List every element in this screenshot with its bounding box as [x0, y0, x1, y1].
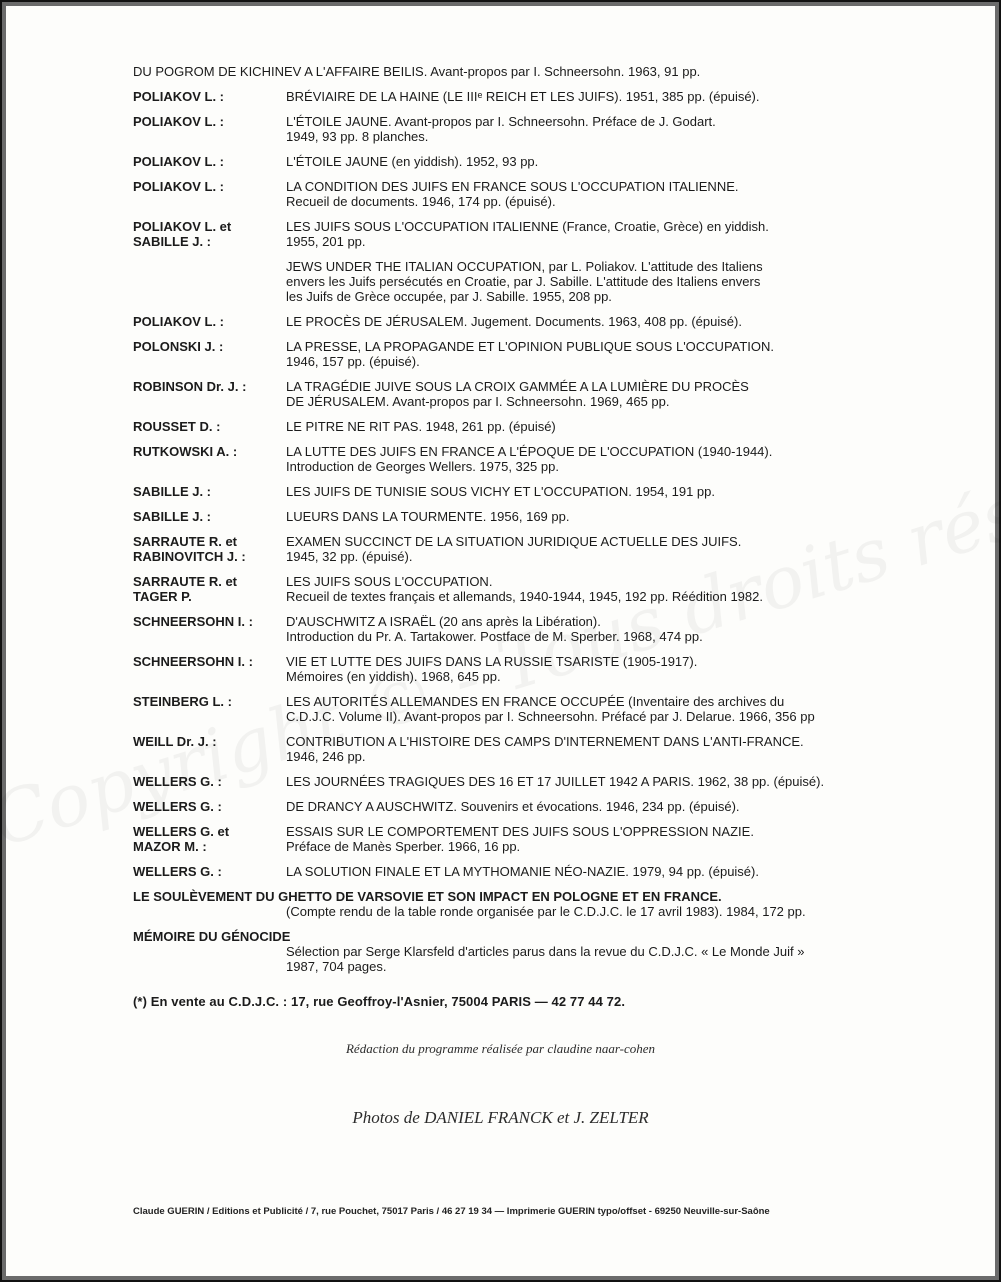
entry-row — [133, 774, 895, 789]
entry-works — [286, 179, 895, 209]
entry-work: DE DRANCY A AUSCHWITZ. Souvenirs et évocations. 1946, 234 pp. (épuisé). — [286, 799, 740, 814]
entry-work: BRÉVIAIRE DE LA HAINE (LE IIIᵉ REICH ET LES JUIFS). 1951, 385 pp. (épuisé). — [286, 89, 760, 104]
entry-author: POLIAKOV L. : — [133, 179, 224, 194]
entry-work: EXAMEN SUCCINCT DE LA SITUATION JURIDIQUE ACTUELLE DES JUIFS. 1945, 32 pp. (épuisé). — [286, 534, 742, 564]
entry-row — [133, 864, 895, 879]
printer-footer: Claude GUERIN / Editions et Publicité / 7, rue Pouchet, 75017 Paris / 46 27 19 34 — Imprimerie GUERIN typo/offset - 69250 Neuville-sur-Saône — [133, 1206, 770, 1217]
entry-work: ESSAIS SUR LE COMPORTEMENT DES JUIFS SOUS L'OPPRESSION NAZIE. Préface de Manès Sperber. 1966, 16 pp. — [286, 824, 754, 854]
sale-notice: (*) En vente au C.D.J.C. : 17, rue Geoffroy-l'Asnier, 75004 PARIS — 42 77 44 72. — [133, 994, 626, 1009]
entry-author: WELLERS G. : — [133, 864, 222, 879]
entry-author: POLIAKOV L. : — [133, 114, 224, 129]
entry-works — [286, 614, 895, 644]
entry-works — [286, 114, 895, 144]
entry-work: LA CONDITION DES JUIFS EN FRANCE SOUS L'OCCUPATION ITALIENNE. Recueil de documents. 1946, 174 pp. (épuisé). — [286, 179, 739, 209]
entry-works — [286, 509, 895, 524]
entry-author: SABILLE J. : — [133, 484, 212, 499]
entry-row — [133, 419, 895, 434]
entry-row — [133, 114, 895, 144]
entry-author: WELLERS G. : — [133, 799, 222, 814]
entry-work: L'ÉTOILE JAUNE (en yiddish). 1952, 93 pp. — [286, 154, 539, 169]
entry-author: SABILLE J. : — [133, 509, 212, 524]
entry-author: STEINBERG L. : — [133, 694, 232, 709]
entry-work: VIE ET LUTTE DES JUIFS DANS LA RUSSIE TSARISTE (1905-1917). Mémoires (en yiddish). 1968, 645 pp. — [286, 654, 698, 684]
entry-work: LE PROCÈS DE JÉRUSALEM. Jugement. Documents. 1963, 408 pp. (épuisé). — [286, 314, 742, 329]
entry-works — [286, 824, 895, 854]
entry-work: D'AUSCHWITZ A ISRAËL (20 ans après la Libération). Introduction du Pr. A. Tartakower. Postface de M. Sperber. 1968, 474 pp. — [286, 614, 703, 644]
entry-row — [133, 219, 895, 304]
entry-row — [133, 694, 895, 724]
special-block — [133, 929, 895, 974]
entry-work: LES JOURNÉES TRAGIQUES DES 16 ET 17 JUILLET 1942 A PARIS. 1962, 38 pp. (épuisé). — [286, 774, 825, 789]
entry-author: SCHNEERSOHN I. : — [133, 614, 253, 629]
block-list — [133, 889, 895, 974]
entry-author: RUTKOWSKI A. : — [133, 444, 238, 459]
entry-works — [286, 444, 895, 474]
entry-author: WEILL Dr. J. : — [133, 734, 217, 749]
credit-redaction: Rédaction du programme réalisée par claudine naar-cohen — [345, 1041, 656, 1056]
entry-works — [286, 89, 895, 104]
entry-row — [133, 654, 895, 684]
entry-works — [286, 314, 895, 329]
entry-work: LA LUTTE DES JUIFS EN FRANCE A L'ÉPOQUE DE L'OCCUPATION (1940-1944). Introduction de Georges Wellers. 1975, 325 pp. — [286, 444, 773, 474]
entry-row — [133, 534, 895, 564]
entry-works — [286, 339, 895, 369]
entry-author: POLONSKI J. : — [133, 339, 224, 354]
entry-row — [133, 484, 895, 499]
entry-row — [133, 509, 895, 524]
entry-row — [133, 734, 895, 764]
entry-works — [286, 774, 895, 789]
entry-row — [133, 444, 895, 474]
entry-work: LES JUIFS SOUS L'OCCUPATION. Recueil de textes français et allemands, 1940-1944, 1945, 192 pp. Réédition 1982. — [286, 574, 763, 604]
entry-row — [133, 824, 895, 854]
entry-works — [286, 654, 895, 684]
entry-author: POLIAKOV L. : — [133, 89, 224, 104]
entry-works — [286, 799, 895, 814]
entry-works — [286, 154, 895, 169]
entry-author: ROBINSON Dr. J. : — [133, 379, 247, 394]
entry-work: LA SOLUTION FINALE ET LA MYTHOMANIE NÉO-NAZIE. 1979, 94 pp. (épuisé). — [286, 864, 759, 879]
entry-row — [133, 314, 895, 329]
entry-author: POLIAKOV L. : — [133, 154, 224, 169]
entry-list — [133, 89, 895, 879]
entry-work: LES AUTORITÉS ALLEMANDES EN FRANCE OCCUPÉE (Inventaire des archives du C.D.J.C. Volume II). Avant-propos par I. Schneersohn. Préfacé par J. Delarue. 1966, 356 pp — [286, 694, 815, 724]
block-subtitle: Sélection par Serge Klarsfeld d'articles parus dans la revue du C.D.J.C. « Le Monde Juif » 1987, 704 pages. — [286, 944, 805, 974]
entry-works — [286, 574, 895, 604]
entry-row — [133, 89, 895, 104]
entry-author: SARRAUTE R. et TAGER P. — [133, 574, 238, 604]
entry-row — [133, 339, 895, 369]
entry-works — [286, 734, 895, 764]
block-subtitle: (Compte rendu de la table ronde organisée par le C.D.J.C. le 17 avril 1983). 1984, 172 pp. — [286, 904, 806, 919]
entry-row — [133, 799, 895, 814]
entry-author: WELLERS G. et MAZOR M. : — [133, 824, 230, 854]
entry-work: JEWS UNDER THE ITALIAN OCCUPATION, par L. Poliakov. L'attitude des Italiens envers les Juifs persécutés en Croatie, par J. Sabille. L'attitude des Italiens envers les Juifs de Grèce occupée, par J. Sabille. 1955, 208 pp. — [286, 259, 763, 304]
special-block — [133, 889, 895, 919]
entry-work: LUEURS DANS LA TOURMENTE. 1956, 169 pp. — [286, 509, 570, 524]
entry-works — [286, 484, 895, 499]
entry-works — [286, 694, 895, 724]
entry-row — [133, 379, 895, 409]
entry-work: LA TRAGÉDIE JUIVE SOUS LA CROIX GAMMÉE A LA LUMIÈRE DU PROCÈS DE JÉRUSALEM. Avant-propos par I. Schneersohn. 1969, 465 pp. — [286, 379, 749, 409]
entry-author: SARRAUTE R. et RABINOVITCH J. : — [133, 534, 246, 564]
block-title: MÉMOIRE DU GÉNOCIDE — [133, 929, 291, 944]
entry-row — [133, 154, 895, 169]
entry-works — [286, 219, 895, 304]
entry-work: LA PRESSE, LA PROPAGANDE ET L'OPINION PUBLIQUE SOUS L'OCCUPATION. 1946, 157 pp. (épuisé). — [286, 339, 775, 369]
entry-works — [286, 534, 895, 564]
entry-author: ROUSSET D. : — [133, 419, 221, 434]
entry-author: SCHNEERSOHN I. : — [133, 654, 253, 669]
entry-row — [133, 574, 895, 604]
entry-work: LE PITRE NE RIT PAS. 1948, 261 pp. (épuisé) — [286, 419, 556, 434]
entry-works — [286, 419, 895, 434]
entry-work: LES JUIFS SOUS L'OCCUPATION ITALIENNE (France, Croatie, Grèce) en yiddish. 1955, 201 pp. — [286, 219, 769, 249]
entry-work: LES JUIFS DE TUNISIE SOUS VICHY ET L'OCCUPATION. 1954, 191 pp. — [286, 484, 715, 499]
entry-row — [133, 179, 895, 209]
bibliography — [133, 64, 895, 1009]
entry-works — [286, 864, 895, 879]
entry-work: L'ÉTOILE JAUNE. Avant-propos par I. Schneersohn. Préface de J. Godart. 1949, 93 pp. 8 planches. — [286, 114, 716, 144]
top-entry: DU POGROM DE KICHINEV A L'AFFAIRE BEILIS. Avant-propos par I. Schneersohn. 1963, 91 pp. — [133, 64, 701, 79]
block-title: LE SOULÈVEMENT DU GHETTO DE VARSOVIE ET SON IMPACT EN POLOGNE ET EN FRANCE. — [133, 889, 722, 904]
entry-author: POLIAKOV L. : — [133, 314, 224, 329]
entry-author: POLIAKOV L. et SABILLE J. : — [133, 219, 232, 249]
entry-author: WELLERS G. : — [133, 774, 222, 789]
entry-row — [133, 614, 895, 644]
entry-work: CONTRIBUTION A L'HISTOIRE DES CAMPS D'INTERNEMENT DANS L'ANTI-FRANCE. 1946, 246 pp. — [286, 734, 804, 764]
credit-photos: Photos de DANIEL FRANCK et J. ZELTER — [352, 1108, 649, 1127]
entry-works — [286, 379, 895, 409]
